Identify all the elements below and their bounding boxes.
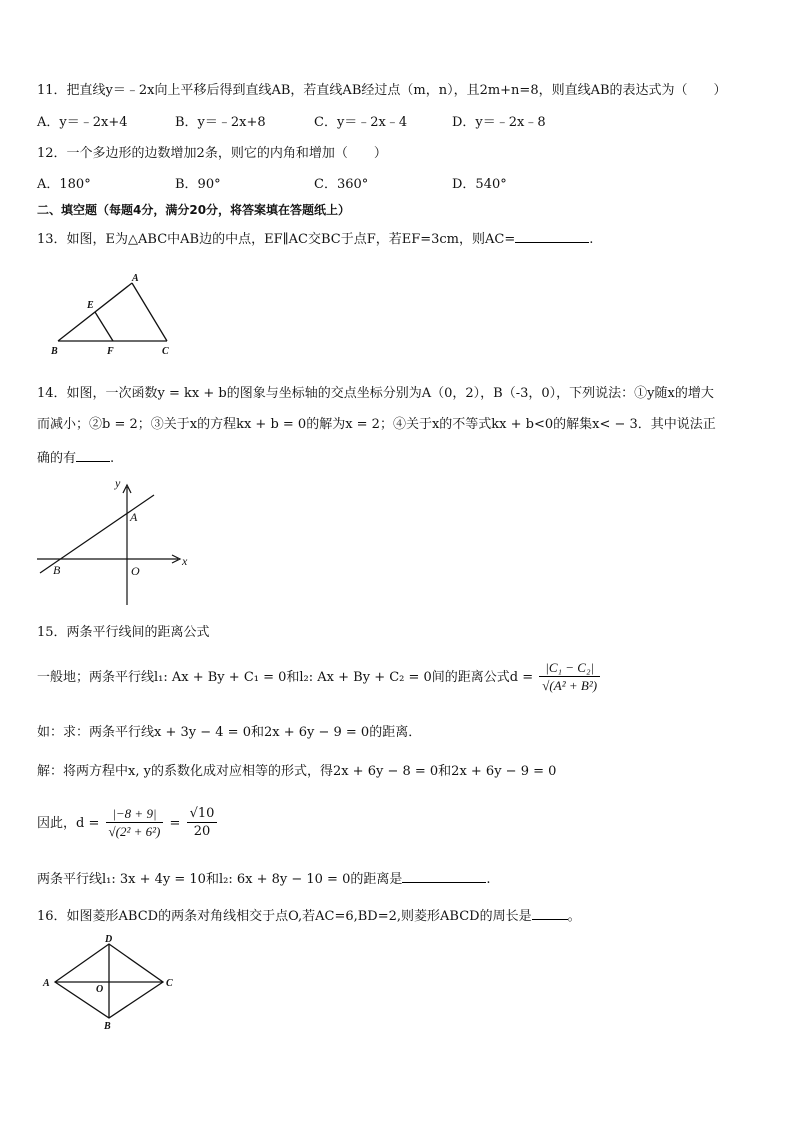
q11-stem: 11．把直线y＝﹣2x向上平移后得到直线AB，若直线AB经过点（m，n），且2m+n=8，则直线AB的表达式为（ ）	[37, 83, 727, 98]
q14-label-x: x	[182, 554, 188, 568]
q12-option-c[interactable]: C．360°	[314, 177, 369, 192]
q15-formula-numerator: |C₁ − C₂|	[539, 660, 600, 677]
q15-result-denominator: 20	[193, 824, 211, 839]
q13-label-c: C	[162, 346, 169, 357]
section-heading: 二、填空题（每题4分，满分20分，将答案填在答题纸上）	[37, 203, 351, 217]
q14-label-y: y	[115, 476, 121, 490]
q15-result-fraction	[187, 806, 218, 841]
q16-stem: 16．如图菱形ABCD的两条对角线相交于点O,若AC=6,BD=2,则菱形ABCD的周长是	[37, 909, 532, 924]
q14-label-b: B	[53, 563, 61, 577]
q15-solution: 解：将两方程中x, y的系数化成对应相等的形式，得2x + 6y − 8 = 0和2x + 6y − 9 = 0	[37, 764, 557, 779]
q15-general-text: 一般地；两条平行线l₁: Ax + By + C₁ = 0和l₂: Ax + By + C₂ = 0间的距离公式d =	[37, 670, 534, 685]
q14-graph-figure	[30, 475, 195, 610]
q14-line2: 而减小；②b = 2；③关于x的方程kx + b = 0的解为x = 2；④关于x的不等式kx + b<0的解集x< − 3．其中说法正	[37, 417, 716, 432]
q12-option-d[interactable]: D．540°	[452, 177, 507, 192]
q16-label-o: O	[96, 984, 104, 995]
q15-general-formula	[539, 660, 600, 695]
q14-end: .	[110, 451, 115, 466]
q14-line3-row	[37, 447, 114, 468]
q15-result-numerator: √10	[187, 806, 218, 823]
q13-triangle-figure	[45, 270, 185, 360]
q16-label-a: A	[43, 978, 50, 989]
q13-label-e: E	[87, 300, 94, 311]
q15-question-row	[37, 868, 490, 889]
q15-question: 两条平行线l₁: 3x + 4y = 10和l₂: 6x + 8y − 10 = 0的距离是	[37, 872, 403, 887]
q13-stem-row	[37, 228, 593, 249]
q16-end: 。	[567, 909, 581, 924]
q15-title: 15．两条平行线间的距离公式	[37, 625, 210, 640]
q15-formula-denominator: √(A² + B²)	[542, 678, 598, 693]
q15-therefore-row	[37, 806, 219, 842]
q15-answer-blank[interactable]	[402, 868, 486, 883]
q14-line3: 确的有	[37, 451, 77, 466]
q15-calc-numerator: |−8 + 9|	[106, 806, 164, 823]
q13-stem: 13．如图，E为△ABC中AB边的中点，EF∥AC交BC于点F，若EF=3cm，则AC=	[37, 232, 516, 247]
q13-side-ac	[132, 283, 167, 341]
q15-general-row	[37, 660, 602, 696]
q11-option-c[interactable]: C．y＝﹣2x﹣4	[314, 115, 408, 130]
q13-label-b: B	[51, 346, 58, 357]
q15-therefore-text: 因此，d =	[37, 816, 100, 831]
q11-option-b[interactable]: B．y＝﹣2x+8	[175, 115, 266, 130]
q15-calc-fraction	[106, 806, 164, 841]
q13-segment-ef	[95, 312, 113, 341]
q15-equals: =	[169, 816, 181, 831]
q14-line1: 14．如图，一次函数y = kx + b的图象与坐标轴的交点坐标分别为A（0，2），B（-3，0），下列说法：①y随x的增大	[37, 386, 714, 401]
q11-option-a[interactable]: A．y＝﹣2x+4	[37, 115, 128, 130]
q14-function-line	[40, 495, 154, 573]
q15-calc-denominator: √(2² + 6²)	[108, 824, 161, 839]
q12-option-b[interactable]: B．90°	[175, 177, 221, 192]
q16-answer-blank[interactable]	[532, 905, 568, 920]
q16-label-c: C	[166, 978, 173, 989]
q14-label-o: O	[131, 564, 140, 578]
q14-label-a: A	[130, 510, 138, 524]
q13-label-a: A	[132, 273, 139, 284]
q14-answer-blank[interactable]	[76, 447, 110, 462]
q12-option-a[interactable]: A．180°	[37, 177, 91, 192]
q15-end: .	[486, 872, 491, 887]
q13-answer-blank[interactable]	[515, 228, 589, 243]
q15-example: 如：求：两条平行线x + 3y − 4 = 0和2x + 6y − 9 = 0的距离．	[37, 725, 422, 740]
q11-option-d[interactable]: D．y＝﹣2x﹣8	[452, 115, 546, 130]
q16-stem-row	[37, 905, 581, 926]
q16-label-d: D	[105, 934, 113, 945]
q13-label-f: F	[107, 346, 114, 357]
q16-label-b: B	[104, 1021, 111, 1032]
q16-rhombus-figure	[38, 932, 183, 1032]
q13-end: .	[589, 232, 594, 247]
q12-stem: 12．一个多边形的边数增加2条，则它的内角和增加（ ）	[37, 146, 387, 161]
